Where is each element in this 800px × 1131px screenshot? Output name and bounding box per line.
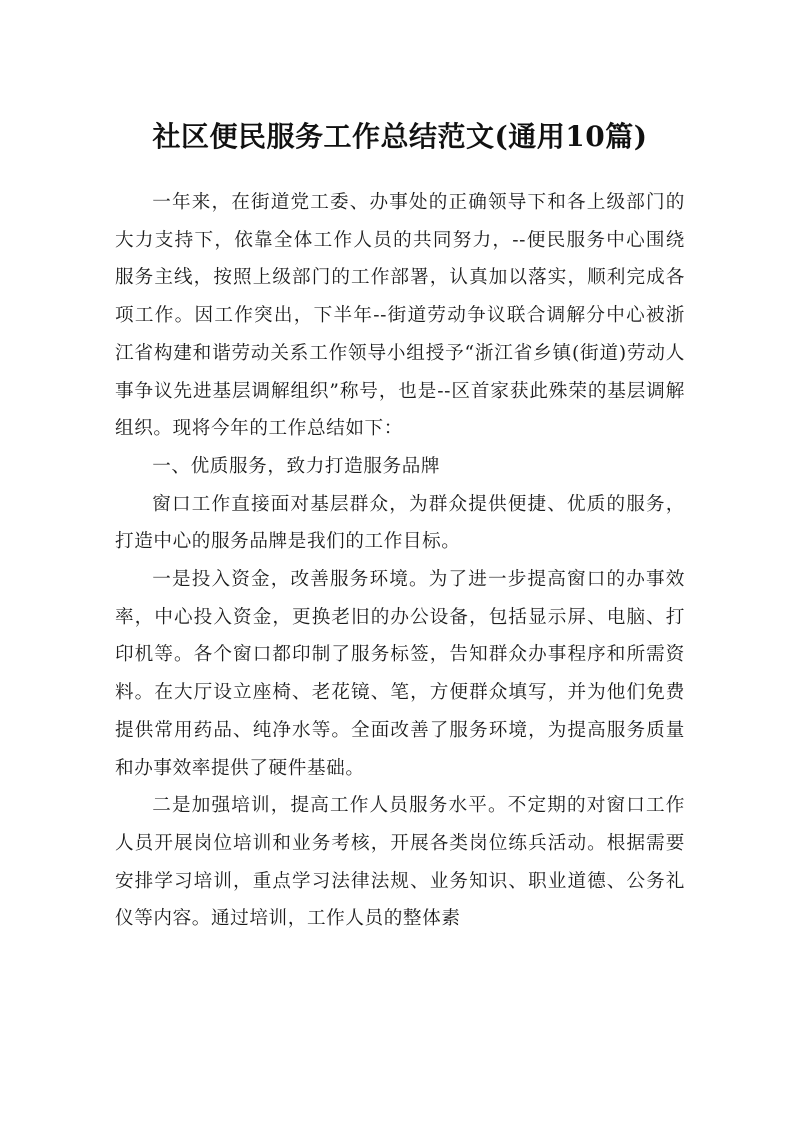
- paragraph-training: 二是加强培训，提高工作人员服务水平。不定期的对窗口工作人员开展岗位培训和业务考核，开展各类岗位练兵活动。根据需要安排学习培训，重点学习法律法规、业务知识、职业道德、公务礼仪等内容。通过培训，工作人员的整体素: [115, 795, 685, 930]
- paragraph-window-service: 窗口工作直接面对基层群众，为群众提供便捷、优质的服务，打造中心的服务品牌是我们的工作目标。: [115, 493, 685, 553]
- section-heading-1: 一、优质服务，致力打造服务品牌: [152, 455, 441, 477]
- paragraph-invest-funds: 一是投入资金，改善服务环境。为了进一步提高窗口的办事效率，中心投入资金，更换老旧的办公设备，包括显示屏、电脑、打印机等。各个窗口都印制了服务标签，告知群众办事程序和所需资料。在大厅设立座椅、老花镜、笔，方便群众填写，并为他们免费提供常用药品、纯净水等。全面改善了服务环境，为提高服务质量和办事效率提供了硬件基础。: [115, 569, 685, 779]
- paragraph-intro: 一年来，在街道党工委、办事处的正确领导下和各上级部门的大力支持下，依靠全体工作人员的共同努力，--便民服务中心围绕服务主线，按照上级部门的工作部署，认真加以落实，顺利完成各项工作。因工作突出，下半年--街道劳动争议联合调解分中心被浙江省构建和谐劳动关系工作领导小组授予“浙江省乡镇(街道)劳动人事争议先进基层调解组织”称号，也是--区首家获此殊荣的基层调解组织。现将今年的工作总结如下：: [115, 192, 685, 440]
- document-title: 社区便民服务工作总结范文(通用10篇): [152, 119, 648, 153]
- document-body: [115, 184, 685, 938]
